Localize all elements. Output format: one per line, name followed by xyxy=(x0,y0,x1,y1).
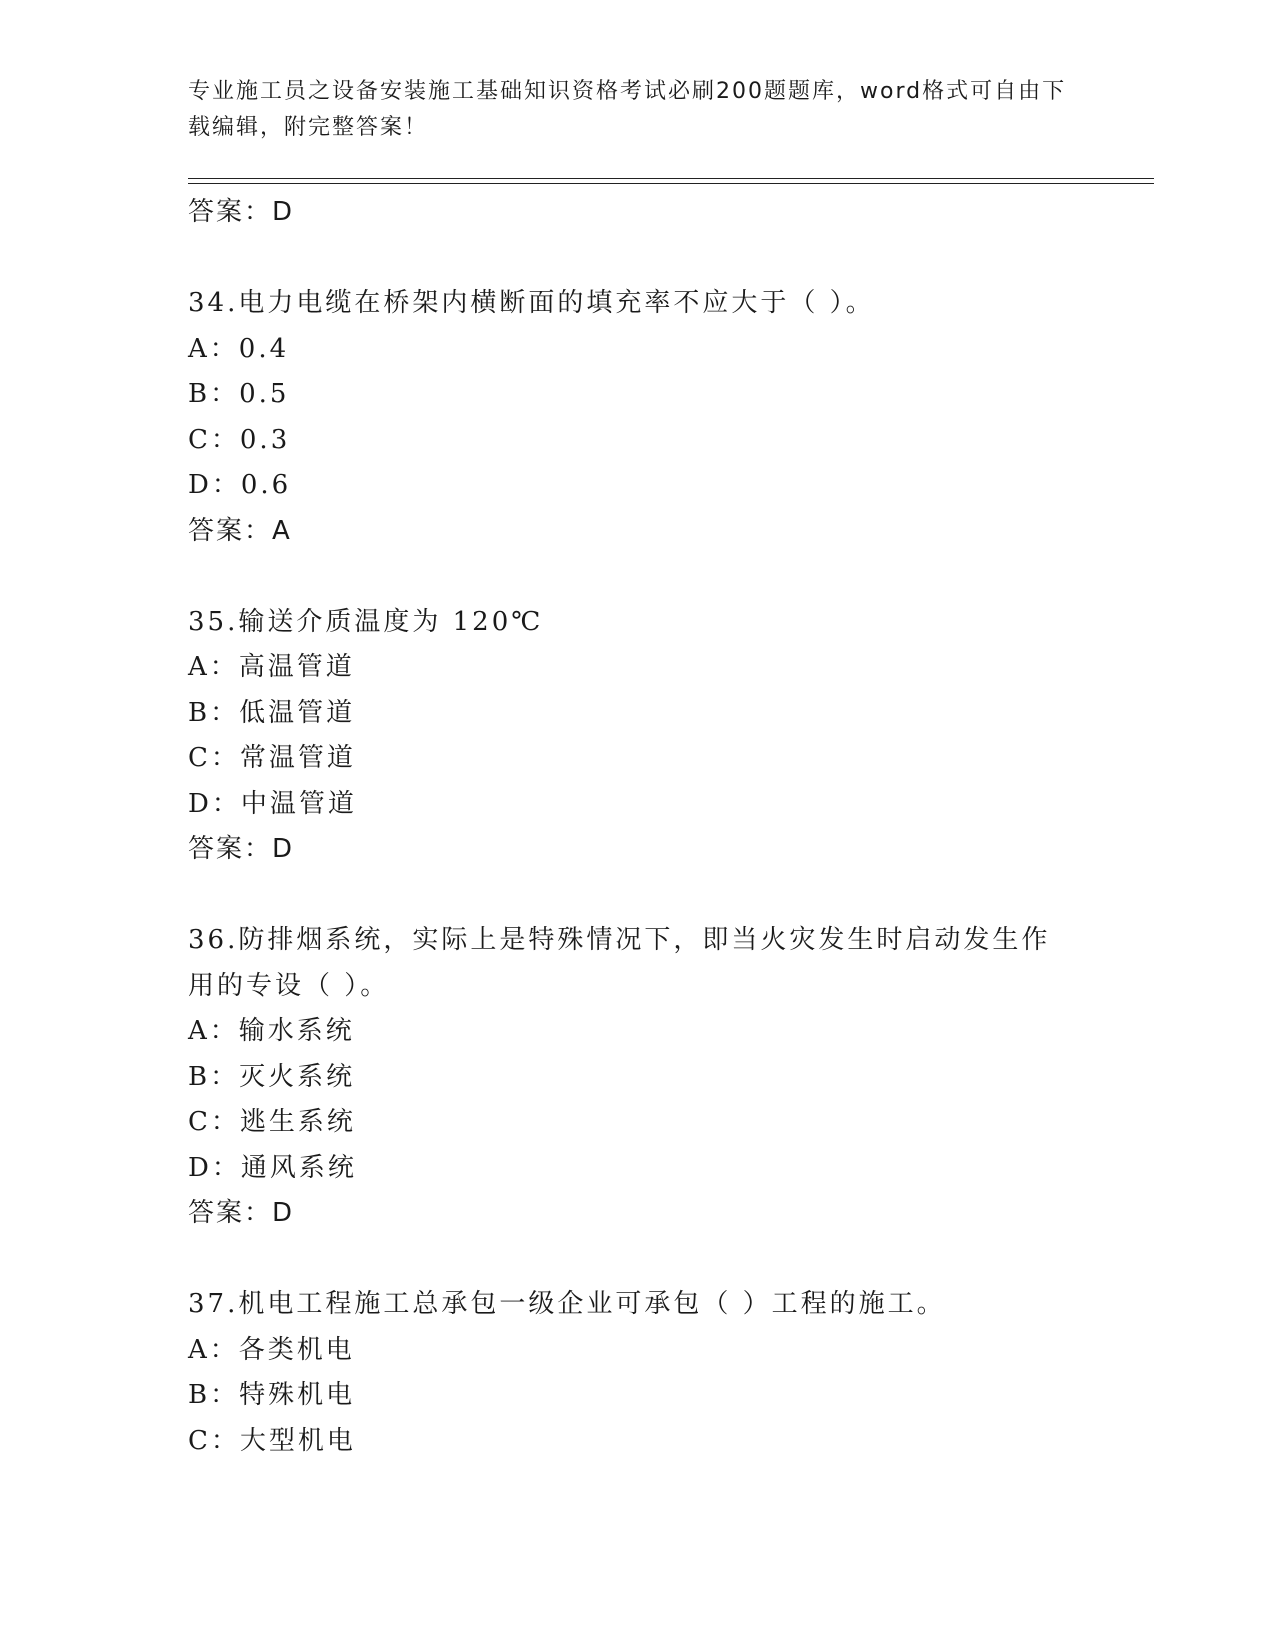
option-d: D：0.6 xyxy=(188,470,292,500)
option-a: A：各类机电 xyxy=(188,1334,355,1365)
question-list xyxy=(188,190,1088,1464)
answer-line: 答案：D xyxy=(188,197,295,227)
header-divider-top xyxy=(188,178,1154,179)
option-d: D：中温管道 xyxy=(188,788,357,819)
option-c: C：大型机电 xyxy=(188,1425,356,1456)
answer-line: 答案：A xyxy=(188,515,292,546)
option-c: C：逃生系统 xyxy=(188,1107,356,1137)
option-b: B：0.5 xyxy=(188,379,290,409)
question-37: 37.机电工程施工总承包一级企业可承包（ ）工程的施工。 xyxy=(188,1289,946,1319)
option-c: C：常温管道 xyxy=(188,743,356,773)
question-34: 34.电力电缆在桥架内横断面的填充率不应大于（ ）。 xyxy=(188,288,875,318)
answer-line: 答案：D xyxy=(188,1198,295,1228)
question-35: 35.输送介质温度为 120℃ xyxy=(188,606,544,637)
option-a: A：0.4 xyxy=(188,333,290,364)
option-d: D：通风系统 xyxy=(188,1152,357,1183)
answer-line: 答案：D xyxy=(188,834,295,864)
option-b: B：灭火系统 xyxy=(188,1061,356,1092)
question-36: 36.防排烟系统，实际上是特殊情况下，即当火灾发生时启动发生作用的专设（ ）。 xyxy=(188,925,1051,1001)
option-a: A：输水系统 xyxy=(188,1016,355,1046)
option-a: A：高温管道 xyxy=(188,652,355,682)
option-b: B：特殊机电 xyxy=(188,1380,356,1410)
option-b: B：低温管道 xyxy=(188,697,356,728)
option-c: C：0.3 xyxy=(188,424,291,455)
header-divider-bottom xyxy=(188,183,1154,184)
document-header: 专业施工员之设备安装施工基础知识资格考试必刷200题题库，word格式可自由下载编辑，附完整答案！ xyxy=(188,79,1067,140)
